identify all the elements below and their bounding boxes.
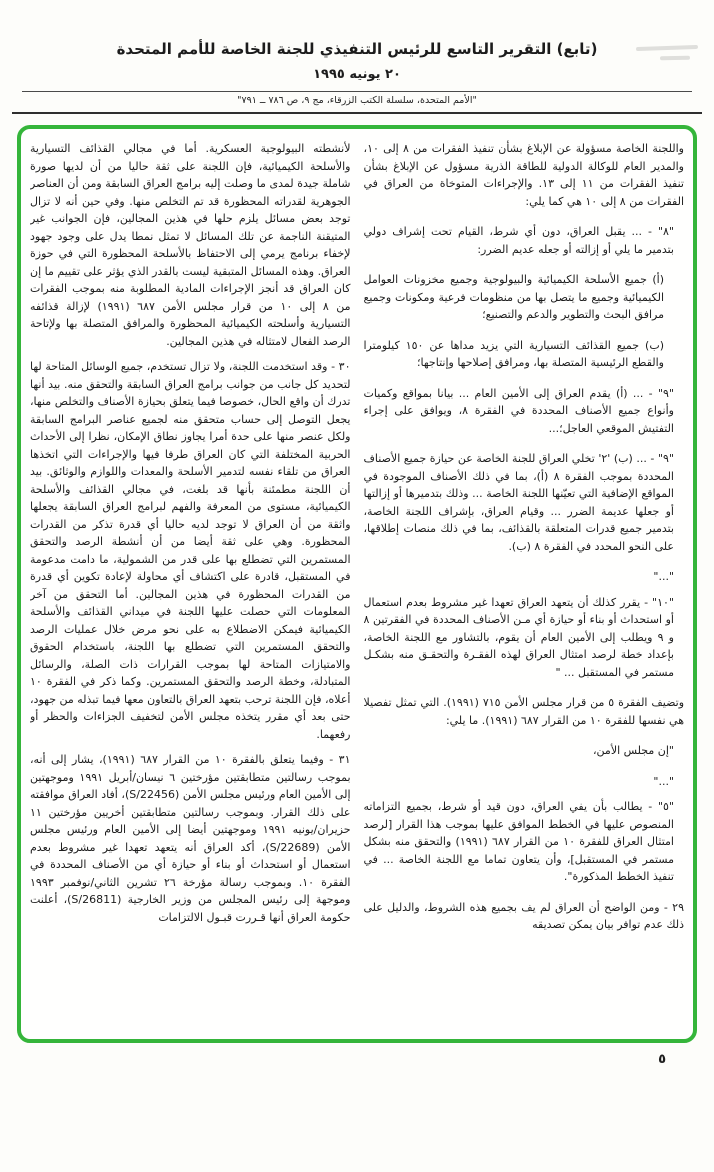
paragraph: "٩" - ... (ب) '٢' تخلي العراق للجنة الخاصة عن حيازة جميع الأصناف المحددة بموجب الفقرة ٨ (أ)، بما في ذلك الأصناف الموجودة في المواقع الإضافية التي تعيّنها اللجنة الخاصة ... وذلك بتدميرها أو إزالتها أو جعلها عديمة الضرر ... وقيام العراق، بإشراف اللجنة الخاصة، بتدمير جميع قدرات المتعلقة بالقذائف، بما في ذلك منصات إطلاقها، على النحو المحدد في الفقرة ٨ (ب).	[363, 452, 675, 553]
paragraph: (ب) جميع القذائف التسيارية التي يزيد مداها عن ١٥٠ كيلومترا والقطع الرئيسية المتصلة بها، ومرافق إصلاحها وإنتاجها؛	[363, 338, 664, 369]
column-right	[364, 140, 685, 1027]
paragraph: لأنشطته البيولوجية العسكرية. أما في مجالي القذائف التسيارية والأسلحة الكيميائية، فإن اللجنة على ثقة حاليا من أن لديها صورة شاملة جيدة لمدى ما وصلت إليه برامج العراق السابقة ومن أن العناصر الجوهرية لقدراته المحظورة قد تم التخلص منها. وفي حين أنه لا تزال توجد بعض مسائل يلزم حلها في هذين المجالين، فإن الجوانب غير المتيقنة الناجمة عن تلك المسائل لا تمثل نمطا يدل على وجود جهود لإخفاء برنامج يرمي إلى الاحتفاظ بالأسلحة المحظورة التي في حوزة العراق. وهذه المسائل المتبقية ليست بالقدر الذي يؤثر على تقييم ما إن كان العراق قد أنجز الإجراءات المادية المطلوبة منه بموجب الفقرات من ٨ إلى ١٠ من قرار مجلس الأمن ٦٨٧ (١٩٩١) لإزالة قذائفه التسيارية وأسلحته الكيميائية المحظورة والمرافق المتصلة بها ولإتاحة الرصد الفعال لامتثاله في هذين المجالين.	[30, 142, 351, 348]
divider-thick	[12, 112, 702, 114]
paragraph: ٢٩ - ومن الواضح أن العراق لم يف بجميع هذه الشروط، والدليل على ذلك عدم توافر بيان يمكن تصديقه	[363, 900, 684, 931]
faint-print-marks	[628, 46, 698, 60]
document-page	[0, 40, 714, 1067]
page-title: (تابع) التقرير التاسع للرئيس التنفيذي للجنة الخاصة للأمم المتحدة	[116, 40, 598, 58]
paragraph: "..."	[653, 570, 674, 583]
paragraph: "..."	[653, 774, 674, 788]
faint-mark	[636, 45, 698, 51]
paragraph: واللجنة الخاصة مسؤولة عن الإبلاغ بشأن تنفيذ الفقرات من ٨ إلى ١٠، والمدير العام للوكالة الدولية للطاقة الذرية مسؤول عن الإبلاغ بشأن تنفيذ الفقرات من ١١ إلى ١٣. والإجراءات المتوخاة من العراق في الفقرات من ٨ إلى ١٠ هي كما يلي:	[363, 142, 684, 208]
paragraph: ٣١ - وفيما يتعلق بالفقرة ١٠ من القرار ٦٨٧ (١٩٩١)، يشار إلى أنه، بموجب رسالتين متطابقتين مؤرختين ٦ نيسان/أبريل ١٩٩١ وموجهتين إلى الأمين العام ورئيس مجلس الأمن (S/22456)، أفاد العراق موافقته على ذلك القرار. وبموجب رسالتين متطابقتين أخريين مؤرختين ١١ حزيران/يونيه ١٩٩١ وموجهتين أيضا إلى الأمين العام ورئيس مجلس الأمن (S/22689)، أكد العراق أنه يتعهد تعهدا غير مشروط بعدم استعمال أو استحداث أو بناء أو حيازة أي من الأصناف المحددة في الفقرة ١٠. وبموجب رسالة مؤرخة ٢٦ تشرين الثاني/نوفمبر ١٩٩٣ وموجهة إلى رئيس المجلس من وزير الخارجية (S/26811)، أعلنت حكومة العراق أنها قـررت قبـول الالتزامات	[30, 753, 351, 924]
report-date: ٢٠ يونيه ١٩٩٥	[313, 67, 401, 82]
paragraph: "إن مجلس الأمن،	[593, 744, 674, 757]
paragraph: "٥" - يطالب بأن يفي العراق، دون قيد أو شرط، بجميع التزاماته المنصوص عليها في الخطط الموافق عليها بموجب هذا القرار [لرصد امتثال العراق للفقرة ١٠ من القرار ٦٨٧ (١٩٩١) والتحقق منه بشكل مستمر في المستقبل]، وأن يتعاون تماما مع اللجنة الخاصة ... في تنفيذ الخطط المذكورة".	[363, 800, 674, 883]
paragraph: ٣٠ - وقد استخدمت اللجنة، ولا تزال تستخدم، جميع الوسائل المتاحة لها لتحديد كل جانب من جوانب برامج العراق السابقة والتحقق منه. بيد أنها تدرك أن واقع الحال، خصوصا فيما يتعلق بحيازة الأصناف والتخلص منها، يجعل التوصل إلى حساب متحقق منه لجميع عناصر البرامج السابقة ولكل عنصر منها على حدة أمرا يجاوز نطاق الإمكان، نظرا إلى الأحداث الحربية المختلفة التي كان العراق طرفا فيها والإجراءات التي اتخذها العراق من تلقاء نفسه لتدمير الأسلحة والمعدات واللوازم والوثائق. بيد أن اللجنة مطمئنة بأنها قد بلغت، في مجالي القذائف والأسلحة الكيميائية، مستوى من المعرفة والفهم لبرامج العراق السابقة يجعلها واثقة من أن العراق لا توجد لديه حاليا أي قدرة تذكر من القدرات المحظورة. وهي على ثقة أيضا من أن أنشطة الرصد والتحقق المستمرين التي تضطلع بها على قدر من الشمولية، ما دامت مدعومة في المستقبل، قادرة على اكتشاف أي محاولة لإعادة تكوين أي قدرة من القدرات المحظورة في هذين المجالين. أما التحقق من آخر المعلومات التي حصلت عليها اللجنة في ميداني القذائف والأسلحة الكيميائية فيمكن الاضطلاع به على نحو مرض خلال عمليات الرصد والتحقق المستمرين التي تضطلع بها اللجنة، باستخدام الحقوق والامتيازات المتاحة لها بموجب القرارات ذات الصلة، والرسائل المتبادلة، وخطة الرصد والتحقق المستمرين. وكما ذكر في الفقرة ١٠ أعلاه، فإن اللجنة ترحب بتعهد العراق بالتعاون معها فيما تبذله من جهود، حتى بعد أي مقرر يتخذه مجلس الأمن لتخفيف الجزاءات والحظر أو رفعهما.	[30, 360, 351, 741]
paragraph: وتضيف الفقرة ٥ من قرار مجلس الأمن ٧١٥ (١٩٩١). التي تمثل تفصيلا هي نفسها للفقرة ١٠ من القرار ٦٨٧ (١٩٩١). ما يلي:	[363, 696, 684, 727]
paragraph: (أ) جميع الأسلحة الكيميائية والبيولوجية وجميع مخزونات العوامل الكيميائية وجميع ما يتصل بها من منظومات فرعية ومكونات وجميع مرافق البحث والتطوير والدعم والتصنيع؛	[363, 273, 664, 321]
paragraph: "١٠" - يقرر كذلك أن يتعهد العراق تعهدا غير مشروط بعدم استعمال أو استحداث أو بناء أو حيازة أي مـن الأصناف المحددة في الفقرتين ٨ و ٩ ويطلب إلى الأمين العام أن يقوم، بالتشاور مع اللجنة الخاصة، بإعداد خطة لرصد امتثال العراق لهذه الفقـرة والتحقـق منه بشكـل مستمر في المستقبل ... "	[363, 595, 674, 679]
column-left	[30, 140, 351, 1027]
page-number: ٥	[658, 1052, 666, 1067]
highlight-frame	[17, 125, 697, 1043]
divider-thin	[22, 91, 692, 92]
faint-mark	[660, 56, 690, 61]
paragraph: "٩" - ... (أ) يقدم العراق إلى الأمين العام ... بيانا بمواقع وكميات وأنواع جميع الأصناف المحددة في الفقرة ٨، ويوافق على إجراء التفتيش الموقعي العاجل؛...	[363, 386, 674, 435]
paragraph: "٨" - ... يقبل العراق، دون أي شرط، القيام تحت إشراف دولي بتدمير ما يلي أو إزالته أو جعله عديم الضرر:	[363, 225, 674, 256]
source-citation: "الأمم المتحدة، سلسلة الكتب الزرقاء، مج ٩، ص ٧٨٦ ــ ٧٩١"	[237, 95, 477, 106]
